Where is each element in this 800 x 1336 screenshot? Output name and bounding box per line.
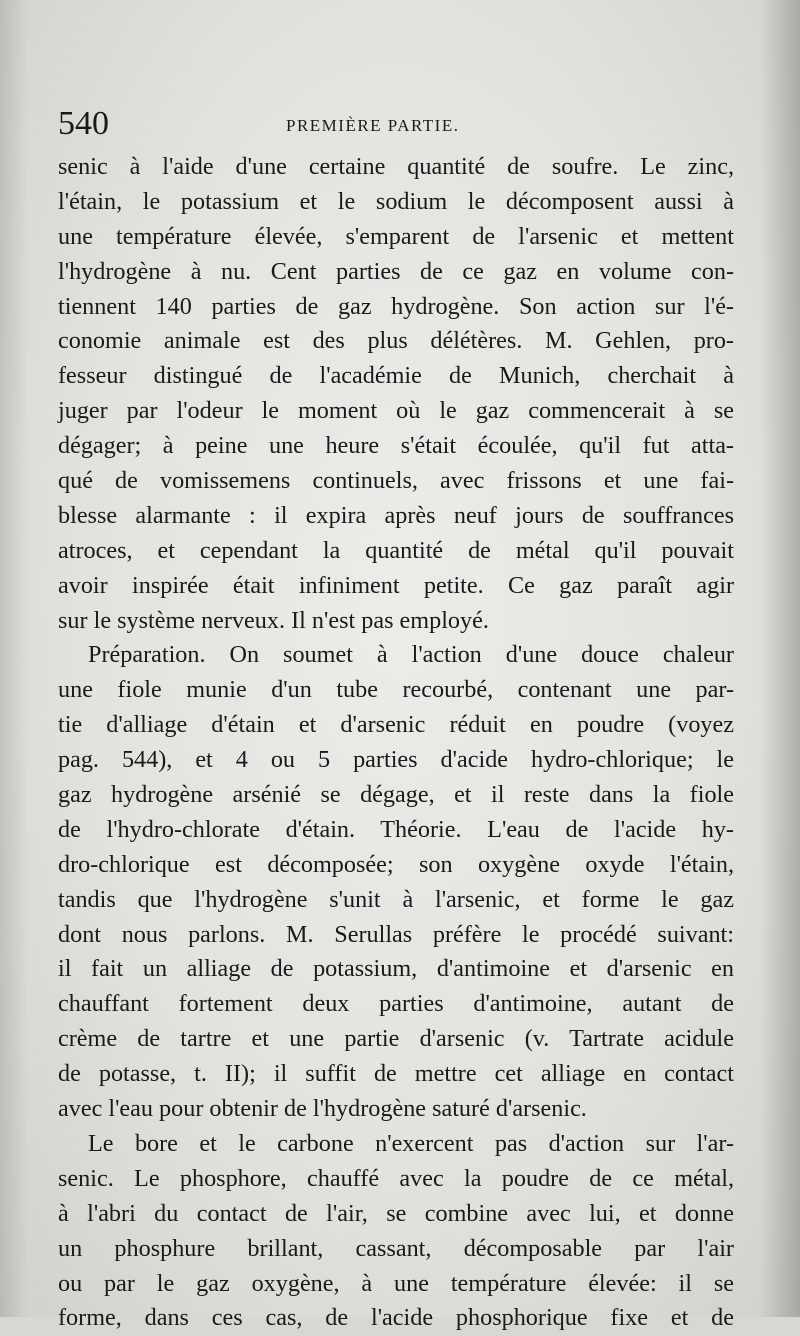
body-text [58, 150, 734, 1336]
text-line: un phosphure brillant, cassant, décomposable par l'air [58, 1234, 734, 1262]
text-line: l'étain, le potassium et le sodium le décomposent aussi à [58, 187, 734, 215]
text-line: de l'hydro-chlorate d'étain. Théorie. L'eau de l'acide hy- [58, 815, 734, 843]
text-line: senic à l'aide d'une certaine quantité de soufre. Le zinc, [58, 153, 734, 180]
text-line: tiennent 140 parties de gaz hydrogène. Son action sur l'é- [58, 292, 734, 320]
text-line: l'hydrogène à nu. Cent parties de ce gaz en volume con- [58, 257, 734, 285]
text-line: ou par le gaz oxygène, à une température élevée: il se [58, 1269, 734, 1297]
text-line: dont nous parlons. M. Serullas préfère le procédé suivant: [58, 920, 734, 948]
text-line: gaz hydrogène arsénié se dégage, et il reste dans la fiole [58, 781, 734, 809]
text-line: Préparation. On soumet à l'action d'une douce chaleur [88, 641, 734, 669]
text-line: atroces, et cependant la quantité de métal qu'il pouvait [58, 536, 734, 564]
text-line: une fiole munie d'un tube recourbé, contenant une par- [58, 676, 734, 704]
page-number: 540 [58, 105, 109, 142]
page-left-shadow [0, 0, 28, 1317]
text-line: pag. 544), et 4 ou 5 parties d'acide hydro-chlorique; le [58, 746, 734, 774]
text-line: conomie animale est des plus délétères. M. Gehlen, pro- [58, 327, 734, 355]
text-line: fesseur distingué de l'académie de Munich, cherchait à [58, 362, 734, 390]
text-line: forme, dans ces cas, de l'acide phosphorique fixe et de [58, 1304, 734, 1332]
running-head: PREMIÈRE PARTIE. [286, 116, 460, 135]
text-line: dro-chlorique est décomposée; son oxygène oxyde l'étain, [58, 850, 734, 878]
text-line: tie d'alliage d'étain et d'arsenic réduit en poudre (voyez [58, 711, 734, 739]
text-line: de potasse, t. II); il suffit de mettre cet alliage en contact [58, 1060, 734, 1088]
text-line: avec l'eau pour obtenir de l'hydrogène saturé d'arsenic. [58, 1095, 587, 1123]
text-line: dégager; à peine une heure s'était écoulée, qu'il fut atta- [58, 432, 734, 460]
text-line: crème de tartre et une partie d'arsenic (v. Tartrate acidule [58, 1025, 734, 1053]
text-line: à l'abri du contact de l'air, se combine avec lui, et donne [58, 1199, 734, 1227]
text-line: sur le système nerveux. Il n'est pas employé. [58, 606, 489, 634]
text-line: avoir inspirée était infiniment petite. Ce gaz paraît agir [58, 571, 734, 599]
text-line: tandis que l'hydrogène s'unit à l'arsenic, et forme le gaz [58, 885, 734, 913]
page-right-shadow [760, 0, 800, 1317]
text-line: Le bore et le carbone n'exercent pas d'action sur l'ar- [88, 1129, 734, 1157]
text-line: il fait un alliage de potassium, d'antimoine et d'arsenic en [58, 955, 734, 983]
text-line: juger par l'odeur le moment où le gaz commencerait à se [58, 397, 734, 425]
text-line: chauffant fortement deux parties d'antimoine, autant de [58, 990, 734, 1018]
page-header [58, 104, 734, 144]
text-line: senic. Le phosphore, chauffé avec la poudre de ce métal, [58, 1164, 734, 1192]
text-line: qué de vomissemens continuels, avec frissons et une fai- [58, 467, 734, 495]
text-line: blesse alarmante : il expira après neuf jours de souffrances [58, 501, 734, 529]
text-line: une température élevée, s'emparent de l'arsenic et mettent [58, 222, 734, 250]
